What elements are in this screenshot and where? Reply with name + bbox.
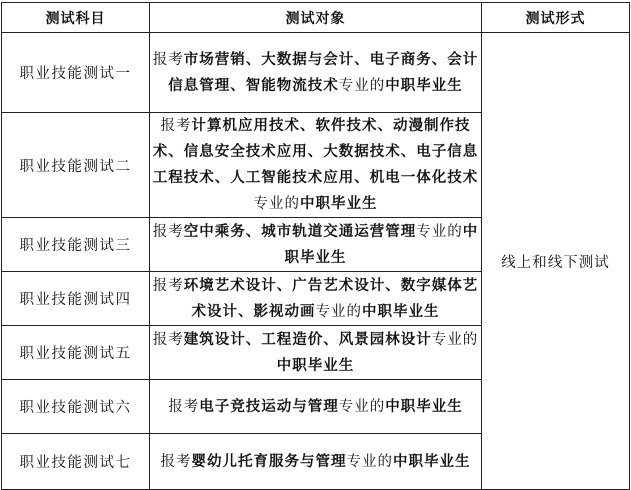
subject-cell: 职业技能测试四 <box>2 272 150 326</box>
target-prefix: 报考 <box>152 51 184 68</box>
target-middle: 专业的 <box>315 303 362 320</box>
target-majors: 计算机应用技术、软件技术、动漫制作技术、信息安全技术应用、大数据技术、电子信息工程技术、人工智能技术应用、机电一体化技术 <box>152 117 479 186</box>
target-prefix: 报考 <box>160 453 192 470</box>
target-middle: 专业的 <box>416 223 463 240</box>
header-form: 测试形式 <box>482 3 630 33</box>
target-middle: 专业的 <box>338 398 386 415</box>
target-suffix: 中职毕业生 <box>300 195 378 212</box>
subject-cell: 职业技能测试三 <box>2 218 150 272</box>
target-majors: 婴幼儿托育服务与管理 <box>191 452 347 470</box>
target-suffix: 中职毕业生 <box>284 222 479 266</box>
target-majors: 电子竞技运动与管理 <box>199 397 339 415</box>
header-target: 测试对象 <box>150 3 482 33</box>
target-suffix: 中职毕业生 <box>385 76 463 94</box>
exam-table <box>1 2 630 490</box>
target-suffix: 中职毕业生 <box>276 356 355 374</box>
target-cell <box>150 272 482 326</box>
target-cell <box>150 434 482 490</box>
subject-cell: 职业技能测试七 <box>2 434 150 490</box>
target-suffix: 中职毕业生 <box>385 397 463 415</box>
target-prefix: 报考 <box>152 277 184 294</box>
target-prefix: 报考 <box>160 118 192 134</box>
target-suffix: 中职毕业生 <box>362 302 440 320</box>
target-middle: 专业的 <box>346 453 393 470</box>
subject-cell: 职业技能测试六 <box>2 380 150 434</box>
target-cell <box>150 380 482 434</box>
target-majors: 环境艺术设计、广告艺术设计、数字媒体艺术设计、影视动画 <box>183 276 479 320</box>
target-prefix: 报考 <box>168 398 200 415</box>
target-middle: 专业的 <box>253 196 300 212</box>
table-row <box>2 33 630 113</box>
target-majors: 空中乘务、城市轨道交通运营管理 <box>183 222 417 240</box>
header-row <box>2 3 630 33</box>
target-prefix: 报考 <box>152 223 184 240</box>
target-middle: 专业的 <box>338 77 386 94</box>
form-cell: 线上和线下测试 <box>482 33 630 490</box>
subject-cell: 职业技能测试五 <box>2 326 150 380</box>
target-middle: 专业的 <box>431 331 479 348</box>
target-cell <box>150 218 482 272</box>
target-suffix: 中职毕业生 <box>393 452 471 470</box>
target-cell <box>150 326 482 380</box>
target-cell <box>150 33 482 113</box>
target-majors: 市场营销、大数据与会计、电子商务、会计信息管理、智能物流技术 <box>168 50 479 94</box>
target-prefix: 报考 <box>152 331 184 348</box>
subject-cell: 职业技能测试一 <box>2 33 150 113</box>
target-majors: 建筑设计、工程造价、风景园林设计 <box>183 330 432 348</box>
target-cell <box>150 113 482 218</box>
header-subject: 测试科目 <box>2 3 150 33</box>
subject-cell: 职业技能测试二 <box>2 113 150 218</box>
